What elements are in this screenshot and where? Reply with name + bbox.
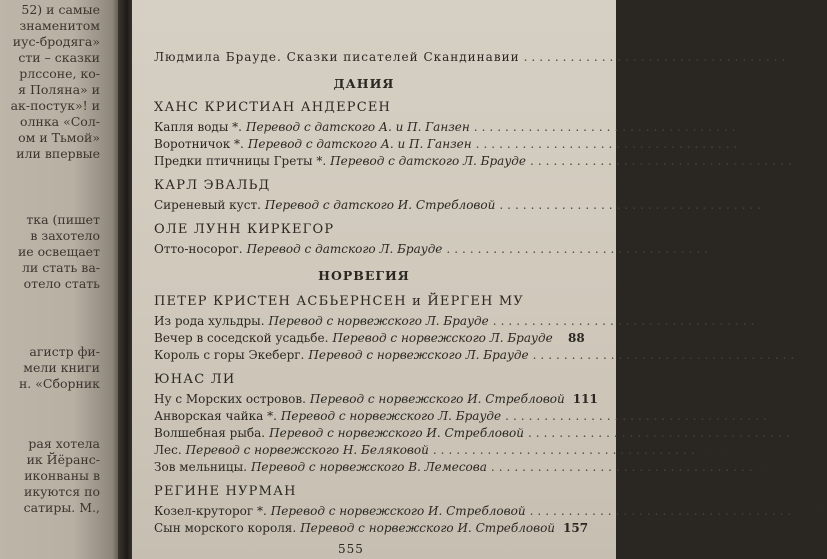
entry-page: 14 bbox=[750, 120, 768, 134]
left-text-fragment: н. «Сборник bbox=[18, 376, 100, 391]
leader-dots: .................................. bbox=[529, 504, 796, 518]
left-text-fragment: в захотело bbox=[30, 228, 100, 243]
entry-title: Зов мельницы. bbox=[154, 460, 247, 474]
left-text-fragment: я Поляна» и bbox=[18, 82, 100, 97]
entry-page: 144 bbox=[760, 460, 786, 474]
entry-page: 149 bbox=[799, 504, 825, 518]
entry-page: 17 bbox=[752, 137, 770, 151]
left-text-fragment: ик Йёранс- bbox=[26, 452, 100, 467]
left-text-fragment: или впервые bbox=[16, 146, 100, 161]
section-heading-norway: НОРВЕГИЯ bbox=[318, 268, 410, 283]
contents-page bbox=[132, 0, 827, 559]
left-text-fragment: ли стать ва- bbox=[21, 260, 100, 275]
entry-translation: Перевод с норвежского И. Стребловой bbox=[269, 426, 524, 440]
entry-page: 140 bbox=[702, 443, 728, 457]
left-text-fragment: 52) и самые bbox=[21, 2, 100, 17]
entry-page: 5 bbox=[808, 50, 818, 64]
left-text-fragment: агистр фи- bbox=[29, 344, 100, 359]
leader-dots: .................................. bbox=[473, 120, 740, 134]
section-heading-denmark: ДАНИЯ bbox=[333, 76, 395, 91]
left-text-fragment: мели книги bbox=[23, 360, 100, 375]
entry-translation: Перевод с норвежского Л. Брауде bbox=[268, 314, 489, 328]
entry-page: 88 bbox=[567, 331, 585, 345]
entry-translation: Перевод с датского Л. Брауде bbox=[330, 154, 526, 168]
left-text-fragment: знаменитом bbox=[19, 18, 100, 33]
toc-entry bbox=[154, 443, 728, 460]
entry-translation: Перевод с норвежского Л. Брауде bbox=[280, 409, 502, 423]
leader-dots: .................................. bbox=[490, 460, 757, 474]
entry-title: Лес. bbox=[154, 443, 182, 457]
toc-entry-intro bbox=[154, 50, 818, 67]
toc-entry bbox=[154, 137, 770, 154]
entry-translation: Перевод с датского Л. Брауде bbox=[246, 242, 443, 256]
entry-title: Король с горы Экеберг. bbox=[154, 348, 305, 362]
left-text-fragment: рлссоне, ко- bbox=[19, 66, 100, 81]
toc-entry bbox=[154, 348, 827, 365]
entry-translation: Перевод с норвежского В. Лемесова bbox=[250, 460, 487, 474]
toc-entry bbox=[154, 460, 786, 477]
entry-title: Сын морского короля. bbox=[154, 521, 297, 535]
leader-dots: .................................. bbox=[523, 50, 790, 64]
leader-dots: .................................. bbox=[499, 198, 766, 212]
entry-title: Капля воды *. bbox=[154, 120, 242, 134]
leader-dots: .................................. bbox=[432, 443, 699, 457]
left-text-fragment: сатиры. М., bbox=[23, 500, 100, 515]
left-facing-page bbox=[0, 0, 122, 559]
toc-entry bbox=[154, 504, 825, 521]
leader-dots: .................................. bbox=[446, 242, 713, 256]
entry-title: Воротничок *. bbox=[154, 137, 244, 151]
left-text-fragment: иус-бродяга» bbox=[12, 34, 100, 49]
entry-page: 157 bbox=[563, 521, 589, 535]
entry-page: 39 bbox=[723, 242, 741, 256]
leader-dots: .................................. bbox=[492, 314, 759, 328]
leader-dots: .................................. bbox=[530, 154, 796, 168]
entry-translation: Перевод с норвежского Л. Брауде bbox=[332, 331, 553, 345]
leader-dots: .................................. bbox=[505, 409, 771, 423]
entry-page: 137 bbox=[797, 426, 823, 440]
toc-entry bbox=[154, 154, 824, 171]
left-text-fragment: ак-постук»! и bbox=[10, 98, 100, 113]
leader-dots: .................................. bbox=[475, 137, 742, 151]
author-heading: ХАНС КРИСТИАН АНДЕРСЕН bbox=[154, 100, 392, 115]
entry-translation: Перевод с датского А. и П. Ганзен bbox=[247, 137, 472, 151]
entry-title: Из рода хульдры. bbox=[154, 314, 265, 328]
entry-translation: Перевод с норвежского Н. Беляковой bbox=[185, 443, 429, 457]
toc-entry bbox=[154, 331, 585, 348]
toc-entry bbox=[154, 392, 598, 409]
entry-translation: Перевод с норвежского И. Стребловой bbox=[309, 392, 565, 406]
entry-title: Людмила Брауде. Сказки писателей Скандинавии bbox=[154, 50, 520, 64]
toc-entry bbox=[154, 314, 787, 331]
leader-dots: .................................. bbox=[532, 348, 799, 362]
toc-entry bbox=[154, 521, 589, 538]
left-text-fragment: олнка «Сол- bbox=[20, 114, 100, 129]
left-text-fragment: ие освещает bbox=[17, 244, 100, 259]
entry-title: Анворская чайка *. bbox=[154, 409, 277, 423]
author-heading: КАРЛ ЭВАЛЬД bbox=[154, 178, 271, 193]
author-heading: ПЕТЕР КРИСТЕН АСБЬЕРНСЕН и ЙЕРГЕН МУ bbox=[154, 294, 525, 309]
left-text-fragment: рая хотела bbox=[28, 436, 100, 451]
entry-page: 19 bbox=[807, 154, 824, 168]
entry-title: Ну с Морских островов. bbox=[154, 392, 306, 406]
author-heading: ЮНАС ЛИ bbox=[154, 372, 236, 387]
toc-entry bbox=[154, 198, 794, 215]
entry-page: 133 bbox=[774, 409, 800, 423]
author-heading: РЕГИНЕ НУРМАН bbox=[154, 484, 297, 499]
leader-dots: .................................. bbox=[527, 426, 794, 440]
entry-translation: Перевод с норвежского И. Стребловой bbox=[300, 521, 556, 535]
entry-title: Вечер в соседской усадьбе. bbox=[154, 331, 329, 345]
entry-title: Козел-круторог *. bbox=[154, 504, 267, 518]
page-number: 555 bbox=[338, 542, 364, 556]
entry-page: 82 bbox=[769, 314, 787, 328]
left-text-fragment: тка (пишет bbox=[26, 212, 100, 227]
entry-title: Сиреневый куст. bbox=[154, 198, 261, 212]
toc-entry bbox=[154, 242, 741, 259]
left-text-fragment: отело стать bbox=[23, 276, 100, 291]
entry-translation: Перевод с норвежского И. Стребловой bbox=[270, 504, 526, 518]
left-text-fragment: сти – сказки bbox=[18, 50, 100, 65]
left-text-fragment: икуются по bbox=[23, 484, 100, 499]
entry-translation: Перевод с норвежского Л. Брауде bbox=[308, 348, 529, 362]
toc-entry bbox=[154, 409, 800, 426]
entry-translation: Перевод с датского И. Стребловой bbox=[264, 198, 496, 212]
entry-title: Волшебная рыба. bbox=[154, 426, 266, 440]
left-text-fragment: иконваны в bbox=[24, 468, 100, 483]
entry-page: 111 bbox=[572, 392, 598, 406]
author-heading: ОЛЕ ЛУНН КИРКЕГОР bbox=[154, 222, 335, 237]
entry-title: Предки птичницы Греты *. bbox=[154, 154, 327, 168]
toc-entry bbox=[154, 120, 768, 137]
entry-title: Отто-носорог. bbox=[154, 242, 243, 256]
entry-page: 104 bbox=[802, 348, 827, 362]
entry-translation: Перевод с датского А. и П. Ганзен bbox=[246, 120, 470, 134]
left-text-fragment: ом и Тьмой» bbox=[18, 130, 100, 145]
toc-entry bbox=[154, 426, 823, 443]
entry-page: 32 bbox=[776, 198, 794, 212]
